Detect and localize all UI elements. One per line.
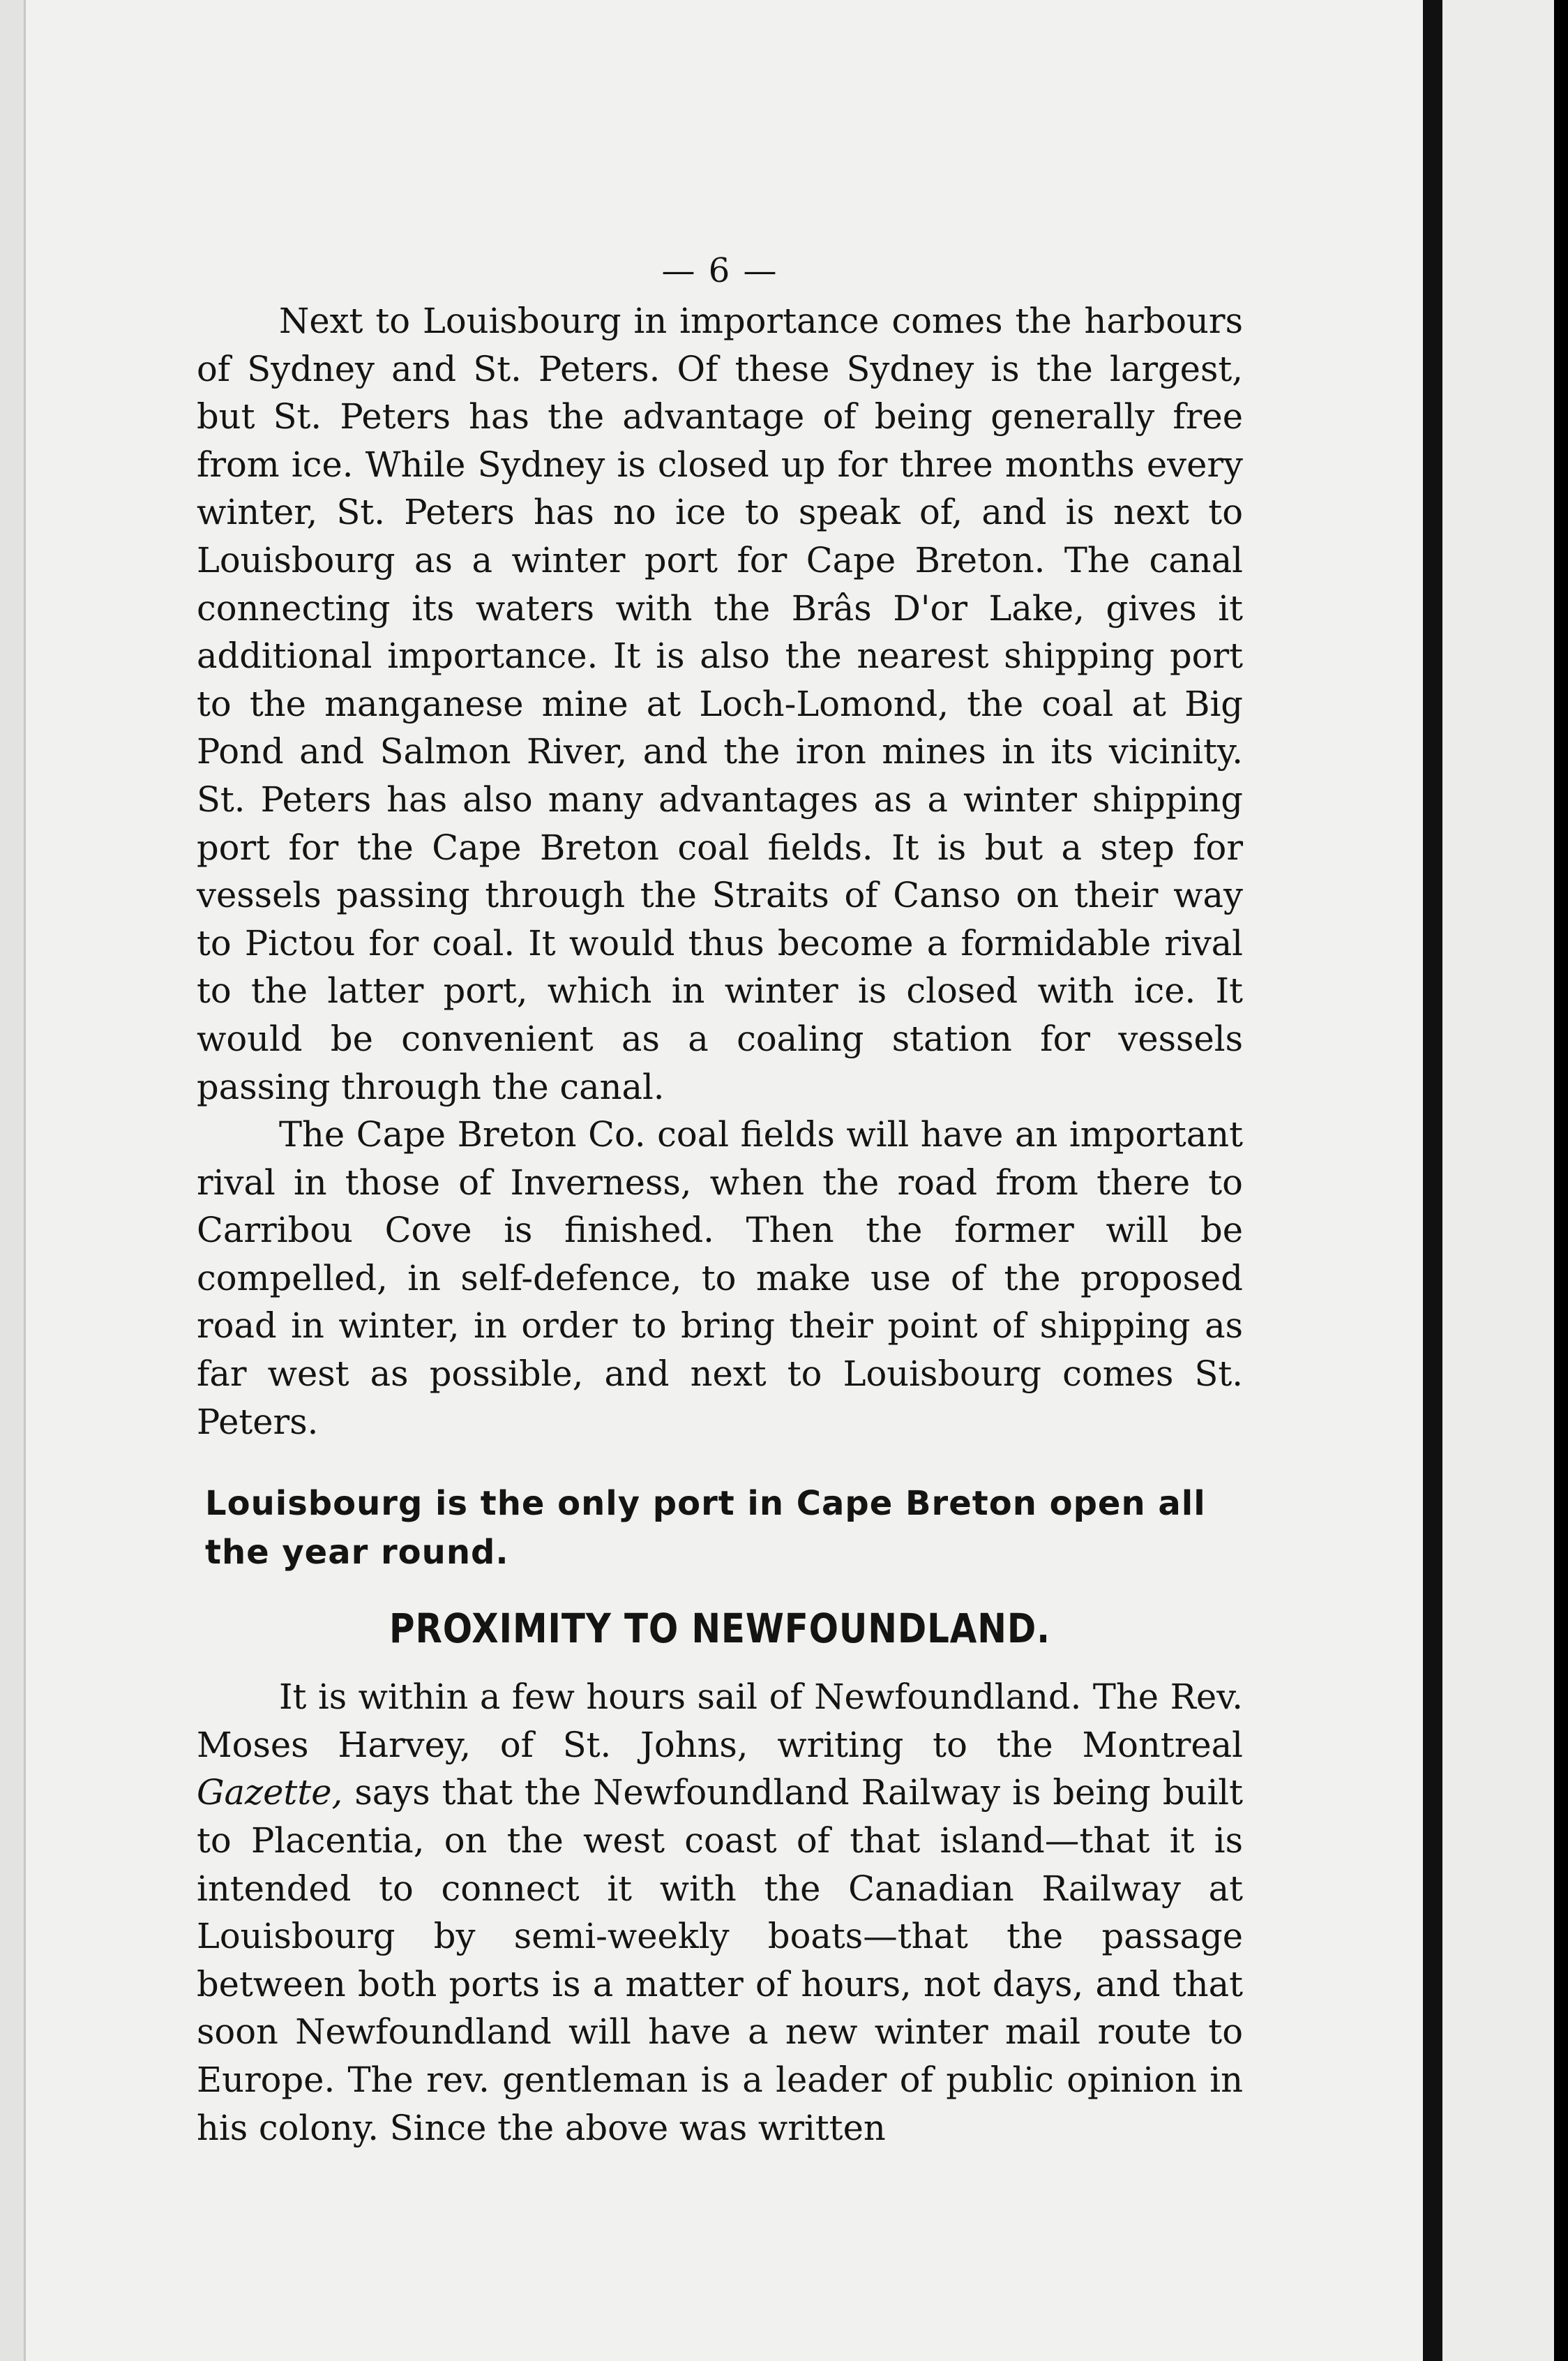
scan-border bbox=[1554, 0, 1568, 2361]
binding-shadow bbox=[1423, 0, 1442, 2361]
newspaper-title: Gazette, bbox=[197, 1772, 343, 1813]
page-number: — 6 — bbox=[661, 251, 778, 290]
louisbourg-notice: Louisbourg is the only port in Cape Breton open all the year round. bbox=[205, 1484, 1206, 1573]
paragraph-newfoundland-part2: says that the Newfoundland Railway is being built to Placentia, on the west coast of that island—that it is intended to connect it with the Canadian Railway at Louisbourg by semi-weekly boats—that the passage between both ports is a matter of hours, not days, and that soon Newfoundland will have a new winter mail route to Europe. The rev. gentleman is a leader of public opinion in his colony. Since the above was written bbox=[197, 1772, 1243, 2148]
paragraph-coal-fields: The Cape Breton Co. coal fields will have an important rival in those of Inverness, when the road from there to Carribou Cove is finished. Then the former will be compelled, in self-defence, to make use of the proposed road in winter, in order to bring their point of shipping as far west as possible, and next to Louisbourg comes St. Peters. bbox=[197, 1114, 1243, 1442]
section-heading: PROXIMITY TO NEWFOUNDLAND. bbox=[389, 1605, 1050, 1653]
paragraph-newfoundland-part1: It is within a few hours sail of Newfoundland. The Rev. Moses Harvey, of St. Johns, writing to the Montreal bbox=[197, 1677, 1243, 1765]
paragraph-newfoundland bbox=[197, 1673, 1243, 2152]
left-page-edge bbox=[0, 0, 26, 2361]
page-text bbox=[197, 251, 1243, 2152]
paragraph-harbours: Next to Louisbourg in importance comes the harbours of Sydney and St. Peters. Of these Sydney is the largest, but St. Peters has the advantage of being generally free from ice. While Sydney is closed up for three months every winter, St. Peters has no ice to speak of, and is next to Louisbourg as a winter port for Cape Breton. The canal connecting its waters with the Brâs D'or Lake, gives it additional importance. It is also the nearest shipping port to the manganese mine at Loch-Lomond, the coal at Big Pond and Salmon River, and the iron mines in its vicinity. St. Peters has also many advantages as a winter shipping port for the Cape Breton coal fields. It is but a step for vessels passing through the Straits of Canso on their way to Pictou for coal. It would thus become a formidable rival to the latter port, which in winter is closed with ice. It would be convenient as a coaling station for vessels passing through the canal. bbox=[197, 301, 1243, 1107]
adjacent-page-edge bbox=[1442, 0, 1554, 2361]
